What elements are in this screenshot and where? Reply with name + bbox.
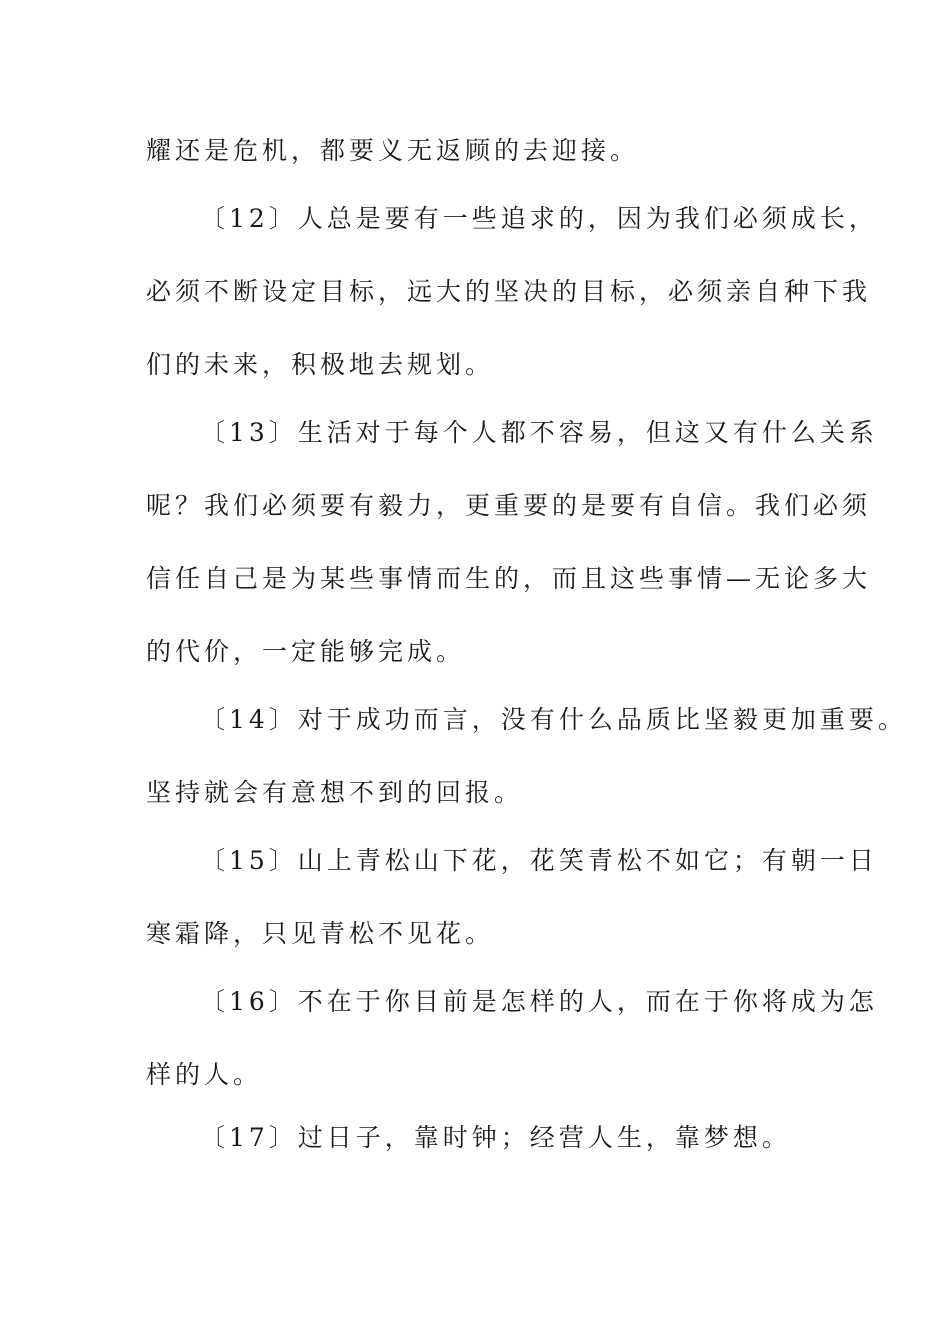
text-line-9: 〔14〕对于成功而言，没有什么品质比坚毅更加重要。: [200, 705, 907, 734]
text-line-15: 〔17〕过日子，靠时钟；经营人生，靠梦想。: [200, 1123, 791, 1152]
text-line-6: 呢？我们必须要有毅力，更重要的是要有自信。我们必须: [146, 491, 872, 520]
text-line-13: 〔16〕不在于你目前是怎样的人，而在于你将成为怎: [200, 987, 878, 1016]
text-line-8: 的代价，一定能够完成。: [146, 637, 466, 666]
text-line-3: 必须不断设定目标，远大的坚决的目标，必须亲自种下我: [146, 277, 872, 306]
text-line-5: 〔13〕生活对于每个人都不容易，但这又有什么关系: [200, 418, 878, 447]
text-line-1: 耀还是危机，都要义无返顾的去迎接。: [146, 136, 640, 165]
text-line-11: 〔15〕山上青松山下花，花笑青松不如它；有朝一日: [200, 846, 878, 875]
text-line-12: 寒霜降，只见青松不见花。: [146, 919, 495, 948]
text-line-2: 〔12〕人总是要有一些追求的，因为我们必须成长，: [200, 204, 878, 233]
text-line-7: 信任自己是为某些事情而生的，而且这些事情—无论多大: [146, 564, 872, 593]
text-line-4: 们的未来，积极地去规划。: [146, 350, 495, 379]
text-line-10: 坚持就会有意想不到的回报。: [146, 778, 524, 807]
text-line-14: 样的人。: [146, 1060, 263, 1089]
